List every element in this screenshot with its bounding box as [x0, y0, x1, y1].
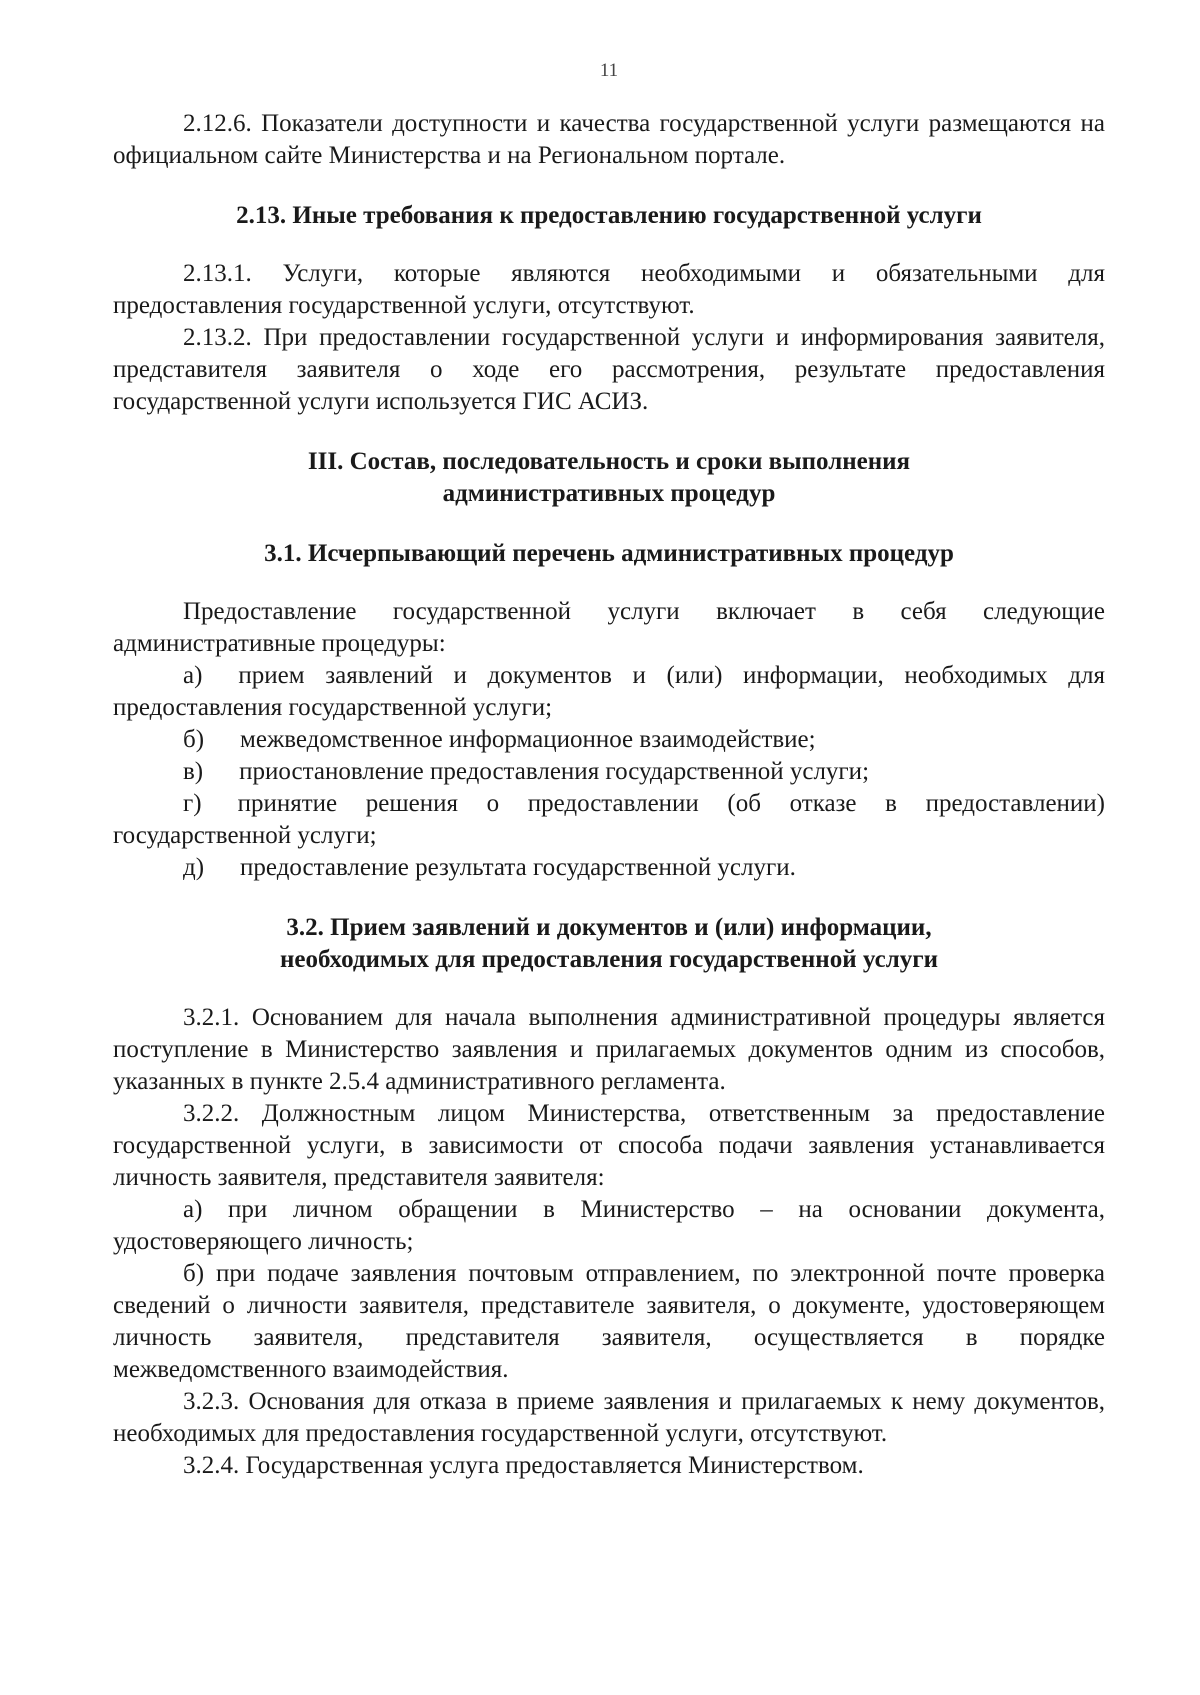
list-item-v [113, 756, 1105, 788]
heading-3-2-line1: 3.2. Прием заявлений и документов и (или) информации, [286, 914, 932, 941]
list-marker: б) [183, 726, 205, 753]
paragraph-3-2-2-b: б) при подаче заявления почтовым отправлением, по электронной почте проверка сведений о личности заявителя, представителе заявителя, о документе, удостоверяющем личность заявителя, представителя заявителя, осуществляется в порядке межведомственного взаимодействия. [113, 1260, 1105, 1383]
list-marker: г) [183, 790, 202, 817]
list-item-a [113, 660, 1105, 724]
list-marker: в) [183, 758, 204, 785]
heading-3-2-line2: необходимых для предоставления государственной услуги [280, 946, 938, 973]
paragraph-3-2-2-a: а) при личном обращении в Министерство – на основании документа, удостоверяющего личность; [113, 1196, 1105, 1255]
paragraph-3-2-4: 3.2.4. Государственная услуга предоставляется Министерством. [183, 1452, 864, 1479]
paragraph-2-13-2: 2.13.2. При предоставлении государственной услуги и информирования заявителя, представителя заявителя о ходе его рассмотрения, результате предоставления государственной услуги используется ГИС АСИЗ. [113, 324, 1105, 415]
paragraph-3-2-2: 3.2.2. Должностным лицом Министерства, ответственным за предоставление государственной услуги, в зависимости от способа подачи заявления устанавливается личность заявителя, представителя заявителя: [113, 1100, 1105, 1191]
list-item-text: предоставление результата государственной услуги. [240, 854, 796, 881]
list-marker: а) [183, 662, 203, 689]
list-item-text: принятие решения о предоставлении (об отказе в предоставлении) государственной услуги; [113, 790, 1105, 849]
list-item-text: прием заявлений и документов и (или) информации, необходимых для предоставления государственной услуги; [113, 662, 1105, 721]
heading-section-3-line2: административных процедур [442, 480, 776, 507]
paragraph-2-12-6: 2.12.6. Показатели доступности и качества государственной услуги размещаются на официальном сайте Министерства и на Региональном портале. [113, 110, 1105, 169]
heading-3-2 [113, 912, 1105, 976]
heading-3-1: 3.1. Исчерпывающий перечень административных процедур [264, 540, 954, 567]
heading-section-3-line1: III. Состав, последовательность и сроки выполнения [307, 448, 911, 475]
heading-section-3 [113, 446, 1105, 510]
list-item-text: межведомственное информационное взаимодействие; [240, 726, 816, 753]
list-item-g [113, 788, 1105, 852]
paragraph-2-13-1: 2.13.1. Услуги, которые являются необходимыми и обязательными для предоставления государственной услуги, отсутствуют. [113, 260, 1105, 319]
list-item-b [113, 724, 1105, 756]
list-item-d [113, 852, 1105, 884]
list-marker: д) [183, 854, 205, 881]
list-item-text: приостановление предоставления государственной услуги; [239, 758, 870, 785]
page-number: 11 [599, 60, 619, 81]
paragraph-3-1-intro: Предоставление государственной услуги включает в себя следующие административные процедуры: [113, 598, 1105, 657]
document-page [113, 60, 1105, 1482]
paragraph-3-2-1: 3.2.1. Основанием для начала выполнения административной процедуры является поступление в Министерство заявления и прилагаемых документов одним из способов, указанных в пункте 2.5.4 административного регламента. [113, 1004, 1105, 1095]
heading-2-13: 2.13. Иные требования к предоставлению государственной услуги [236, 202, 982, 229]
paragraph-3-2-3: 3.2.3. Основания для отказа в приеме заявления и прилагаемых к нему документов, необходимых для предоставления государственной услуги, отсутствуют. [113, 1388, 1105, 1447]
